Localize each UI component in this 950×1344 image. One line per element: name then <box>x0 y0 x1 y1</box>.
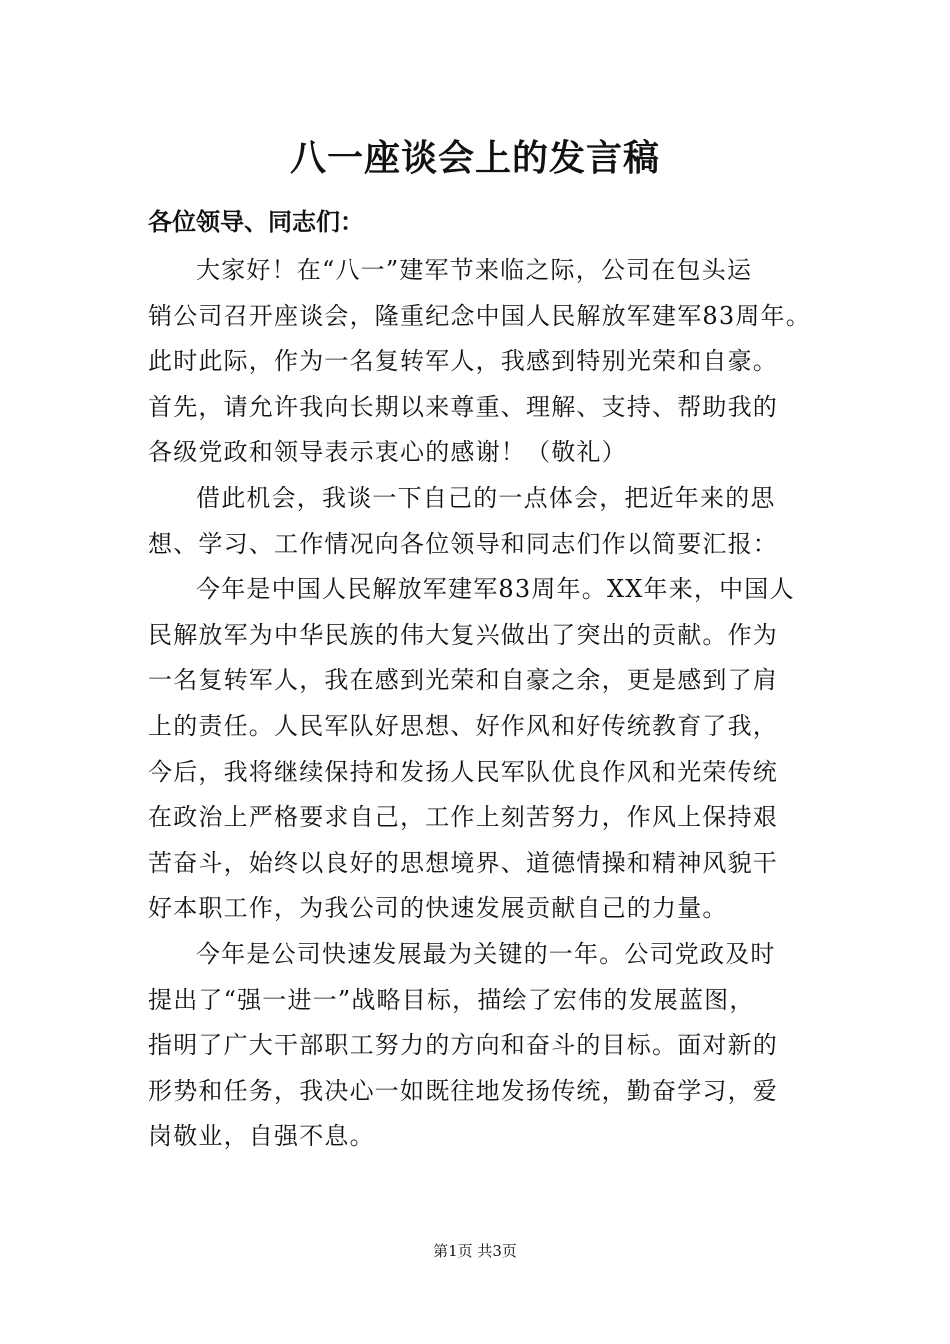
text-line: 上的责任。人民军队好思想、好作风和好传统教育了我， <box>148 711 778 740</box>
text-line: 形势和任务，我决心一如既往地发扬传统，勤奋学习，爱 <box>148 1076 778 1105</box>
text-line: 今年是公司快速发展最为关键的一年。公司党政及时 <box>196 939 776 968</box>
text-line: 在政治上严格要求自己，工作上刻苦努力，作风上保持艰 <box>148 803 778 832</box>
text-line: 大家好！在“八一”建军节来临之际，公司在包头运 <box>196 256 753 284</box>
text-line: 今后，我将继续保持和发扬人民军队优良作风和光荣传统 <box>148 757 778 786</box>
page-footer: 第1页 共3页 <box>433 1242 517 1260</box>
body-text <box>148 248 828 1160</box>
text-line: 好本职工作，为我公司的快速发展贡献自己的力量。 <box>148 894 728 923</box>
text-line: 指明了广大干部职工努力的方向和奋斗的目标。面对新的 <box>148 1031 778 1060</box>
text-line: 苦奋斗，始终以良好的思想境界、道德情操和精神风貌干 <box>148 848 778 877</box>
text-line: 各级党政和领导表示衷心的感谢！（敬礼） <box>148 438 627 467</box>
text-line: 提出了“强一进一”战略目标，描绘了宏伟的发展蓝图， <box>148 985 755 1014</box>
text-line: 首先，请允许我向长期以来尊重、理解、支持、帮助我的 <box>148 392 778 421</box>
salutation: 各位领导、同志们： <box>148 208 364 236</box>
text-line: 今年是中国人民解放军建军83周年。XX年来，中国人 <box>196 575 795 604</box>
text-line: 借此机会，我谈一下自己的一点体会，把近年来的思 <box>196 483 776 512</box>
text-line: 岗敬业，自强不息。 <box>148 1122 375 1151</box>
text-line: 销公司召开座谈会，隆重纪念中国人民解放军建军83周年。 <box>148 301 811 330</box>
text-line: 想、学习、工作情况向各位领导和同志们作以简要汇报： <box>148 529 778 558</box>
text-line: 此时此际，作为一名复转军人，我感到特别光荣和自豪。 <box>148 347 778 376</box>
text-line: 一名复转军人，我在感到光荣和自豪之余，更是感到了肩 <box>148 666 778 695</box>
document-title: 八一座谈会上的发言稿 <box>289 137 660 179</box>
text-line: 民解放军为中华民族的伟大复兴做出了突出的贡献。作为 <box>148 620 778 649</box>
